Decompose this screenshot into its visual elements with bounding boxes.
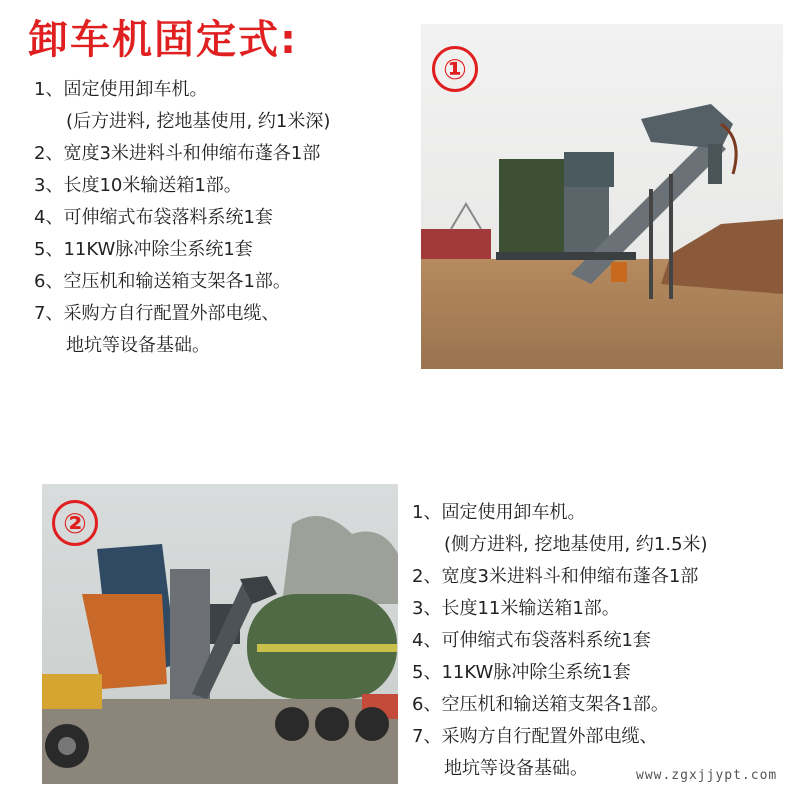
- spec-item: 5、11KW脉冲除尘系统1套: [34, 239, 253, 260]
- section-number-badge-2: ②: [52, 500, 98, 546]
- spec-item: 7、采购方自行配置外部电缆、: [412, 726, 658, 747]
- spec-item: 1、固定使用卸车机。: [412, 502, 586, 523]
- spec-item: 4、可伸缩式布袋落料系统1套: [412, 630, 651, 651]
- spec-item: 6、空压机和输送箱支架各1部。: [34, 271, 291, 292]
- spec-item-note: (侧方进料, 挖地基使用, 约1.5米): [444, 534, 708, 555]
- site-watermark: www.zgxjjypt.com: [636, 768, 778, 783]
- spec-item: 2、宽度3米进料斗和伸缩布蓬各1部: [412, 566, 699, 587]
- spec-item-cont: 地坑等设备基础。: [66, 335, 210, 356]
- spec-item: 3、长度11米输送箱1部。: [412, 598, 620, 619]
- section-number-badge-1: ①: [432, 46, 478, 92]
- spec-item: 7、采购方自行配置外部电缆、: [34, 303, 280, 324]
- spec-list-1: [34, 74, 330, 362]
- spec-item-cont: 地坑等设备基础。: [444, 758, 588, 779]
- spec-item: 3、长度10米输送箱1部。: [34, 175, 242, 196]
- page-title: 卸车机固定式:: [28, 17, 298, 63]
- spec-item-note: (后方进料, 挖地基使用, 约1米深): [66, 111, 331, 132]
- spec-item: 6、空压机和输送箱支架各1部。: [412, 694, 669, 715]
- spec-item: 5、11KW脉冲除尘系统1套: [412, 662, 631, 683]
- spec-item: 4、可伸缩式布袋落料系统1套: [34, 207, 273, 228]
- spec-list-2: [412, 497, 708, 785]
- spec-item: 2、宽度3米进料斗和伸缩布蓬各1部: [34, 143, 321, 164]
- spec-item: 1、固定使用卸车机。: [34, 79, 208, 100]
